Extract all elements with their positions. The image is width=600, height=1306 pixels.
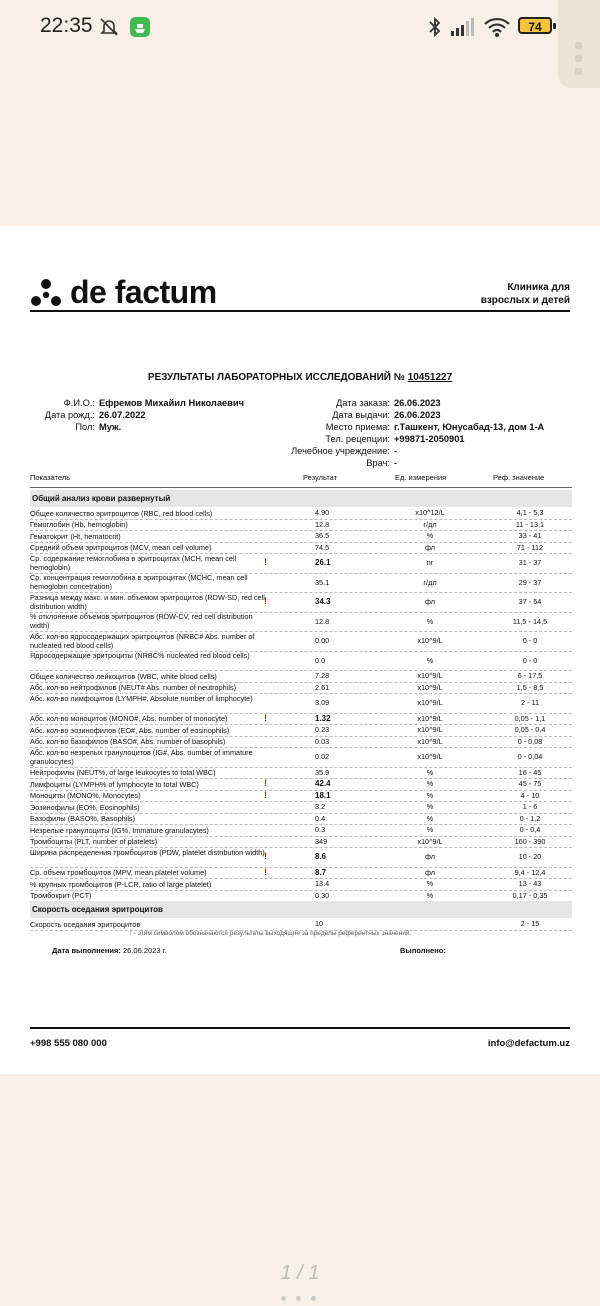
out-of-range-flag: ! xyxy=(264,557,267,568)
row-name: Ср. содержание гемоглобина в эритроцитах (MCH, mean cell hemoglobin) xyxy=(30,553,237,572)
report-number: 10451227 xyxy=(407,372,453,383)
row-name: Моноциты (MONO%, Monocytes) xyxy=(30,791,141,800)
row-name: % крупных тромбоцитов (P-LCR, ratio of large platelet) xyxy=(30,879,212,889)
row-unit: x10^9/L xyxy=(417,752,443,762)
row-unit: x10^9/L xyxy=(417,682,443,692)
out-of-range-flag: ! xyxy=(264,712,267,723)
row-name: Общее количество лейкоцитов (WBC, white blood cells) xyxy=(30,671,217,681)
row-name: Общее количество эритроцитов (RBC, red blood cells) xyxy=(30,508,213,518)
row-result: 3.09 xyxy=(315,698,330,708)
row-ref: 31 - 37 xyxy=(518,558,542,568)
row-unit: фл xyxy=(424,597,436,607)
row-result: 0.3 xyxy=(315,825,326,835)
row-name: Скорость оседания эритроцитов xyxy=(30,919,141,929)
row-name: Эозинофилы (EO%, Eosinophils) xyxy=(30,802,140,812)
row-result: 26.1 xyxy=(315,558,331,568)
row-ref: 0 - 1,2 xyxy=(519,813,541,823)
reception-phone: +99871-2050901 xyxy=(394,434,465,444)
doctor: - xyxy=(394,458,398,468)
row-result: 7.28 xyxy=(315,671,330,681)
row-unit: % xyxy=(426,655,434,665)
row-result: 35.1 xyxy=(315,577,330,587)
row-unit: % xyxy=(426,616,434,626)
row-ref: 1,5 - 8,5 xyxy=(516,682,544,692)
row-unit: пг xyxy=(426,558,434,568)
table-row xyxy=(30,651,572,672)
row-unit: x10^9/L xyxy=(417,636,443,646)
table-row xyxy=(30,918,572,931)
row-unit: фл xyxy=(424,852,436,862)
status-time: 22:35 xyxy=(40,14,93,37)
footer-email: info@defactum.uz xyxy=(487,1038,570,1049)
out-of-range-flag: ! xyxy=(264,866,267,877)
patient-name: Ефремов Михайил Николаевич xyxy=(99,398,244,408)
row-result: 34.3 xyxy=(315,597,331,607)
row-result: 0.4 xyxy=(315,813,326,823)
row-ref: 1 - 6 xyxy=(522,802,538,812)
row-name: Абс. кол-во незрелых гранулоцитов (IG#, Abs. number of immature granulocytes) xyxy=(30,747,253,766)
wifi-icon xyxy=(483,16,511,43)
row-unit: % xyxy=(426,767,434,777)
table-row xyxy=(30,847,572,868)
row-ref: 29 - 37 xyxy=(518,577,542,587)
row-result: 0.30 xyxy=(315,890,330,900)
row-result: 42.4 xyxy=(315,779,331,789)
row-name: Ср. объем тромбоцитов (MPV, mean platelet volume) xyxy=(30,868,207,877)
bluetooth-icon xyxy=(427,16,443,43)
row-ref: 160 - 390 xyxy=(514,836,546,846)
battery-indicator: 74 xyxy=(518,17,552,34)
row-unit: x10^9/L xyxy=(417,836,443,846)
row-ref: 2 - 11 xyxy=(520,698,540,708)
row-name: Абс. кол-во базофилов (BASO#, Abs. number of basophils) xyxy=(30,737,226,746)
row-ref: 11,5 - 14,5 xyxy=(512,616,548,626)
row-unit: % xyxy=(426,879,434,889)
row-unit: % xyxy=(426,779,434,789)
row-ref: 9,4 - 12,4 xyxy=(514,867,546,877)
row-unit: x10^9/L xyxy=(417,725,443,735)
table-row xyxy=(30,592,572,613)
page-dots xyxy=(281,1288,326,1306)
row-ref: 2 - 15 xyxy=(520,919,540,929)
row-name: Тромбоциты (PLT, number of platelets) xyxy=(30,837,158,846)
patient-info: Ф.И.О.: Ефремов Михайил Николаевич Дата рожд.: 26.07.2022 Пол: Муж. xyxy=(44,398,244,432)
row-result: 36.5 xyxy=(315,531,330,541)
table-row xyxy=(30,747,572,768)
row-name: Средний объем эритроцитов (MCV, mean cell volume) xyxy=(30,543,212,552)
row-result: 12.8 xyxy=(315,616,330,626)
footer-phone: +998 555 080 000 xyxy=(30,1038,107,1049)
institution: - xyxy=(394,446,398,456)
row-name: Абс. кол-во нейтрофилов (NEUT# Abs. number of neutrophils) xyxy=(30,683,237,692)
gender: Муж. xyxy=(99,422,122,432)
row-unit: % xyxy=(426,531,434,541)
row-ref: 10 - 20 xyxy=(518,852,542,862)
signal-icon xyxy=(450,16,476,43)
row-ref: 13 - 43 xyxy=(518,879,542,889)
table-row xyxy=(30,553,572,574)
row-name: Абс. кол-во эозинофилов (EO#, Abs. number of eosinophils) xyxy=(30,725,230,735)
out-of-range-flag: ! xyxy=(264,778,267,789)
row-result: 0.00 xyxy=(315,636,330,646)
row-unit: % xyxy=(426,802,434,812)
row-name: Лимфоциты (LYMPH% of lymphocyte to total WBC) xyxy=(30,779,199,789)
row-result: 74.5 xyxy=(315,542,330,552)
row-unit: x10^12/L xyxy=(415,508,445,518)
row-unit: г/дл xyxy=(423,577,437,587)
row-result: 8.7 xyxy=(315,867,327,877)
mute-icon xyxy=(98,16,120,43)
row-result: 3.2 xyxy=(315,802,326,812)
row-unit: фл xyxy=(424,542,436,552)
section-cbc: Общий анализ крови развернутый xyxy=(30,490,572,507)
table-row xyxy=(30,573,572,594)
row-name: Ядросодержащие эритроциты (NRBC% nucleated red blood cells) xyxy=(30,651,250,660)
row-ref: 37 - 54 xyxy=(518,597,542,607)
row-result: 8.6 xyxy=(315,852,327,862)
completion-date: Дата выполнения: 26.06.2023 г. xyxy=(52,946,167,955)
row-name: Ср. концентрация гемоглобина в эритроцитах (MCHC, mean cell hemoglobin concetration) xyxy=(30,573,248,591)
row-result: 2.61 xyxy=(315,682,330,692)
row-name: Абс. кол-во ядросодержащих эритроцитов (NRBC# Abs. number of nucleated red blood cells) xyxy=(30,631,255,650)
row-unit: x10^9/L xyxy=(417,713,443,723)
row-name: Абс. кол-во моноцитов (MONO#, Abs. number of monocyte) xyxy=(30,714,228,723)
row-unit: % xyxy=(426,890,434,900)
row-unit: x10^9/L xyxy=(417,671,443,681)
row-name: Нейтрофилы (NEUT%, of large leukocytes to total WBC) xyxy=(30,768,216,777)
row-ref: 16 - 45 xyxy=(518,767,542,777)
row-name: Разница между макс. и мин. объемом эритроцитов (RDW-SD, red cell distribution width) xyxy=(30,592,265,611)
row-ref: 6 - 17,5 xyxy=(517,671,543,681)
row-result: 0.03 xyxy=(315,736,330,746)
row-result: 13.4 xyxy=(315,879,330,889)
logo-mark-icon xyxy=(30,278,62,308)
row-ref: 71 - 112 xyxy=(516,542,544,552)
row-result: 0.02 xyxy=(315,752,330,762)
row-result: 4.90 xyxy=(315,508,330,518)
footer-divider xyxy=(30,1027,570,1029)
row-result: 10 xyxy=(315,919,324,929)
row-ref: 0 - 0 xyxy=(522,655,538,665)
row-ref: 11 - 13,1 xyxy=(515,519,545,529)
row-result: 18.1 xyxy=(315,790,331,800)
order-date: 26.06.2023 xyxy=(394,398,441,408)
row-name: Базофилы (BASO%, Basophils) xyxy=(30,814,136,823)
table-header: Показатель Результат Ед. измерения Реф. значение xyxy=(30,469,572,488)
out-of-range-flag: ! xyxy=(264,851,267,862)
row-name: Тромбокрит (PCT) xyxy=(30,891,92,900)
report-title: РЕЗУЛЬТАТЫ ЛАБОРАТОРНЫХ ИССЛЕДОВАНИЙ № 10451227 xyxy=(147,372,453,383)
table-row xyxy=(30,631,572,652)
row-ref: 4 - 10 xyxy=(520,790,540,800)
issue-date: 26.06.2023 xyxy=(394,410,441,420)
row-ref: 0 - 0,04 xyxy=(517,752,543,762)
side-panel-handle[interactable] xyxy=(558,0,600,88)
row-result: 12.8 xyxy=(315,519,330,529)
row-name: Абс. кол-во лимфоцитов (LYMPH#, Absolute number of limphocyte) xyxy=(30,693,253,703)
page-indicator: 1 / 1 xyxy=(280,1262,320,1284)
row-unit: г/дл xyxy=(423,519,437,529)
row-result: 35.9 xyxy=(315,767,330,777)
row-ref: 0,17 - 0,35 xyxy=(512,890,548,900)
row-unit: фл xyxy=(424,867,436,877)
row-ref: 4,1 - 5,3 xyxy=(516,508,544,518)
birth-date: 26.07.2022 xyxy=(99,410,146,420)
row-result: 0.0 xyxy=(315,655,326,665)
row-unit: % xyxy=(426,813,434,823)
row-ref: 0 - 0,4 xyxy=(519,825,541,835)
row-name: Гемоглобин (Hb, hemoglobin) xyxy=(30,520,128,529)
row-unit: % xyxy=(426,790,434,800)
table-row xyxy=(30,693,572,714)
row-result: 0.23 xyxy=(315,725,330,735)
order-info: Дата заказа: 26.06.2023 Дата выдачи: 26.06.2023 Место приема: г.Ташкент, Юнусабад-13, дом 1-А Тел. рецепции: +99871-2050901 Лечебное учреждение: - Врач: - xyxy=(291,398,545,468)
logo-text: de factum xyxy=(70,274,217,310)
clinic-tagline: Клиника для взрослых и детей xyxy=(480,282,570,306)
row-result: 1.32 xyxy=(315,713,331,723)
completed-by: Выполнено: xyxy=(400,946,446,955)
row-name: Гематокрит (Ht, hematocrit) xyxy=(30,531,121,541)
row-ref: 0,05 - 1,1 xyxy=(514,713,546,723)
row-ref: 45 - 75 xyxy=(518,779,542,789)
company-logo xyxy=(30,274,217,311)
flag-legend-note: ! - этим символом обозначаются результаты выходящие за пределы референтных значений. xyxy=(130,930,412,937)
out-of-range-flag: ! xyxy=(264,596,267,607)
header-divider xyxy=(30,310,570,312)
reception-place: г.Ташкент, Юнусабад-13, дом 1-А xyxy=(394,422,545,432)
row-name: Ширина распределения тромбоцитов (PDW, platelet distribution width) xyxy=(30,847,265,857)
row-unit: x10^9/L xyxy=(417,736,443,746)
out-of-range-flag: ! xyxy=(264,789,267,800)
row-result: 349 xyxy=(315,836,328,846)
row-unit: x10^9/L xyxy=(417,698,443,708)
section-esr: Скорость оседания эритроцитов xyxy=(30,901,572,918)
row-ref: 33 - 41 xyxy=(518,531,542,541)
row-name: % отклонение объемов эритроцитов (RDW-CV, red cell distribution width) xyxy=(30,612,253,630)
app-notification-icon xyxy=(129,16,151,43)
row-ref: 0 - 0 xyxy=(522,636,538,646)
document-page xyxy=(0,226,600,1074)
status-bar xyxy=(0,0,600,56)
table-row xyxy=(30,612,572,633)
row-name: Незрелые гранулоциты (IG%, Immature granulacytes) xyxy=(30,825,209,835)
row-ref: 0,05 - 0,4 xyxy=(514,725,546,735)
row-ref: 0 - 0,08 xyxy=(517,736,543,746)
row-unit: % xyxy=(426,825,434,835)
